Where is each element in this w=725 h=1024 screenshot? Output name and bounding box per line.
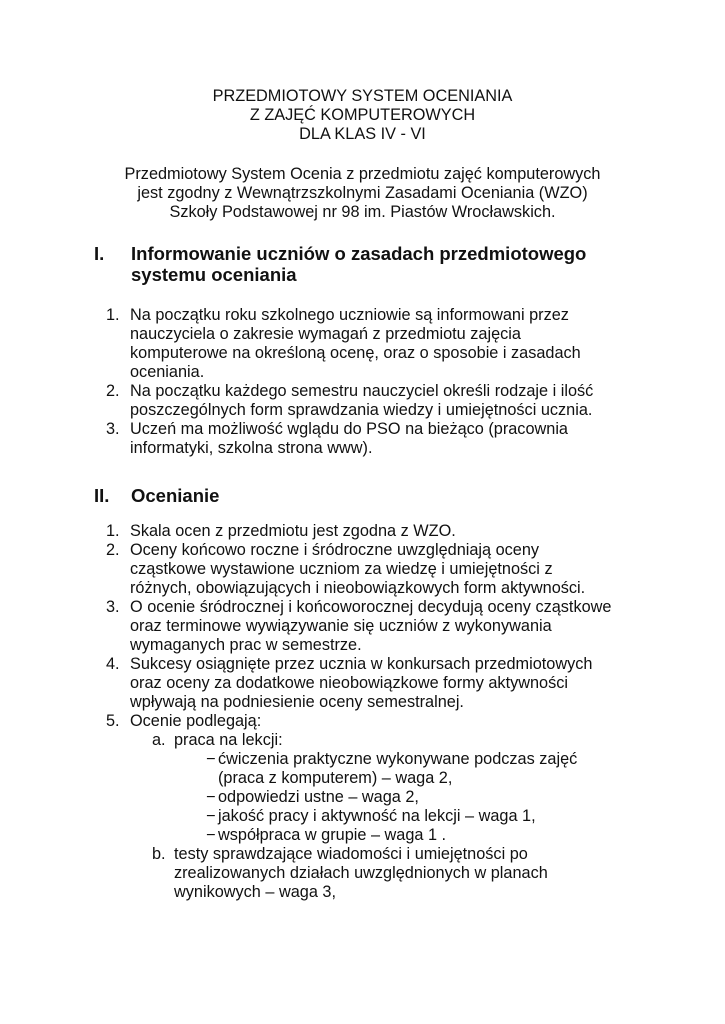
- item-text-line: Uczeń ma możliwość wglądu do PSO na bieżąco (pracownia: [130, 420, 568, 438]
- item-text-line: oceniania.: [130, 363, 205, 381]
- list-item: [0, 712, 650, 731]
- sub-item-letter: a.: [152, 731, 166, 749]
- item-number: 1.: [106, 522, 120, 540]
- item-text-line: Ocenie podlegają:: [130, 712, 262, 730]
- section-title-line: Ocenianie: [131, 485, 220, 506]
- sub-item-text: wynikowych – waga 3,: [174, 883, 336, 901]
- dash-item-line: współpraca w grupie – waga 1 .: [218, 826, 447, 844]
- list-item: [0, 306, 650, 382]
- section-title-line: Informowanie uczniów o zasadach przedmiotowego: [131, 243, 587, 264]
- dash-bullet: −: [206, 788, 216, 806]
- item-number: 3.: [106, 420, 120, 438]
- item-text-line: Sukcesy osiągnięte przez ucznia w konkursach przedmiotowych: [130, 655, 593, 673]
- sub-item-b: [0, 845, 654, 902]
- item-number: 2.: [106, 382, 120, 400]
- list-item: [0, 382, 650, 420]
- item-text-line: wymaganych prac w semestrze.: [130, 636, 362, 654]
- item-number: 2.: [106, 541, 120, 559]
- dash-bullet: −: [206, 750, 216, 768]
- dash-item: [0, 826, 648, 845]
- item-text-line: nauczyciela o zakresie wymagań z przedmiotu zajęcia: [130, 325, 521, 343]
- item-text-line: komputerowe na określoną ocenę, oraz o sposobie i zasadach: [130, 344, 581, 362]
- sub-item-letter: b.: [152, 845, 166, 863]
- item-text-line: oraz terminowe wywiązywanie się uczniów z wykonywania: [130, 617, 552, 635]
- item-text-line: Na początku każdego semestru nauczyciel określi rodzaje i ilość: [130, 382, 594, 400]
- list-item: [0, 420, 650, 458]
- item-number: 1.: [106, 306, 120, 324]
- item-number: 4.: [106, 655, 120, 673]
- dash-item-line: odpowiedzi ustne – waga 2,: [218, 788, 419, 806]
- dash-item-line: jakość pracy i aktywność na lekcji – waga 1,: [218, 807, 536, 825]
- sub-item-text: testy sprawdzające wiadomości i umiejętności po: [174, 845, 528, 863]
- section-1-list: [0, 306, 725, 458]
- section-number: II.: [94, 485, 110, 506]
- list-item: [0, 541, 650, 598]
- dash-item: [0, 750, 648, 788]
- title-line: PRZEDMIOTOWY SYSTEM OCENIANIA: [212, 87, 513, 105]
- item-text-line: cząstkowe wystawione uczniom za wiedzę i umiejętności z: [130, 560, 553, 578]
- intro-paragraph: [0, 165, 725, 222]
- sub-item-text: zrealizowanych działach uwzględnionych w planach: [174, 864, 548, 882]
- title-line: Z ZAJĘĆ KOMPUTEROWYCH: [249, 106, 476, 124]
- dash-bullet: −: [206, 807, 216, 825]
- section-2-list: [0, 522, 725, 902]
- item-number: 3.: [106, 598, 120, 616]
- item-text-line: O ocenie śródrocznej i końcoworocznej decydują oceny cząstkowe: [130, 598, 612, 616]
- sub-item-a: [0, 731, 654, 750]
- item-text-line: Skala ocen z przedmiotu jest zgodna z WZO.: [130, 522, 456, 540]
- dash-item-line: (praca z komputerem) – waga 2,: [218, 769, 453, 787]
- section-number: I.: [94, 243, 105, 264]
- item-number: 5.: [106, 712, 120, 730]
- dash-item: [0, 807, 648, 826]
- intro-line: Przedmiotowy System Ocenia z przedmiotu zajęć komputerowych: [124, 165, 601, 183]
- item-text-line: różnych, obowiązujących i nieobowiązkowych form aktywności.: [130, 579, 586, 597]
- dash-item: [0, 788, 648, 807]
- item-text-line: Oceny końcowo roczne i śródroczne uwzględniają oceny: [130, 541, 540, 559]
- intro-line: jest zgodny z Wewnątrzszkolnymi Zasadami Oceniania (WZO): [137, 184, 588, 202]
- sub-item-text: praca na lekcji:: [174, 731, 283, 749]
- dash-bullet: −: [206, 826, 216, 844]
- list-item: [0, 598, 650, 655]
- item-text-line: oraz oceny za dodatkowe nieobowiązkowe formy aktywności: [130, 674, 569, 692]
- list-item: [0, 655, 650, 712]
- section-title-line: systemu oceniania: [131, 264, 297, 285]
- dash-item-line: ćwiczenia praktyczne wykonywane podczas zajęć: [218, 750, 578, 768]
- intro-line: Szkoły Podstawowej nr 98 im. Piastów Wrocławskich.: [169, 203, 556, 221]
- item-text-line: Na początku roku szkolnego uczniowie są informowani przez: [130, 306, 569, 324]
- title-line: DLA KLAS IV - VI: [299, 125, 426, 143]
- item-text-line: informatyki, szkolna strona www).: [130, 439, 373, 457]
- document-title: [0, 87, 725, 144]
- item-text-line: wpływają na podniesienie oceny semestralnej.: [130, 693, 464, 711]
- list-item: [0, 522, 650, 541]
- item-text-line: poszczególnych form sprawdzania wiedzy i umiejętności ucznia.: [130, 401, 593, 419]
